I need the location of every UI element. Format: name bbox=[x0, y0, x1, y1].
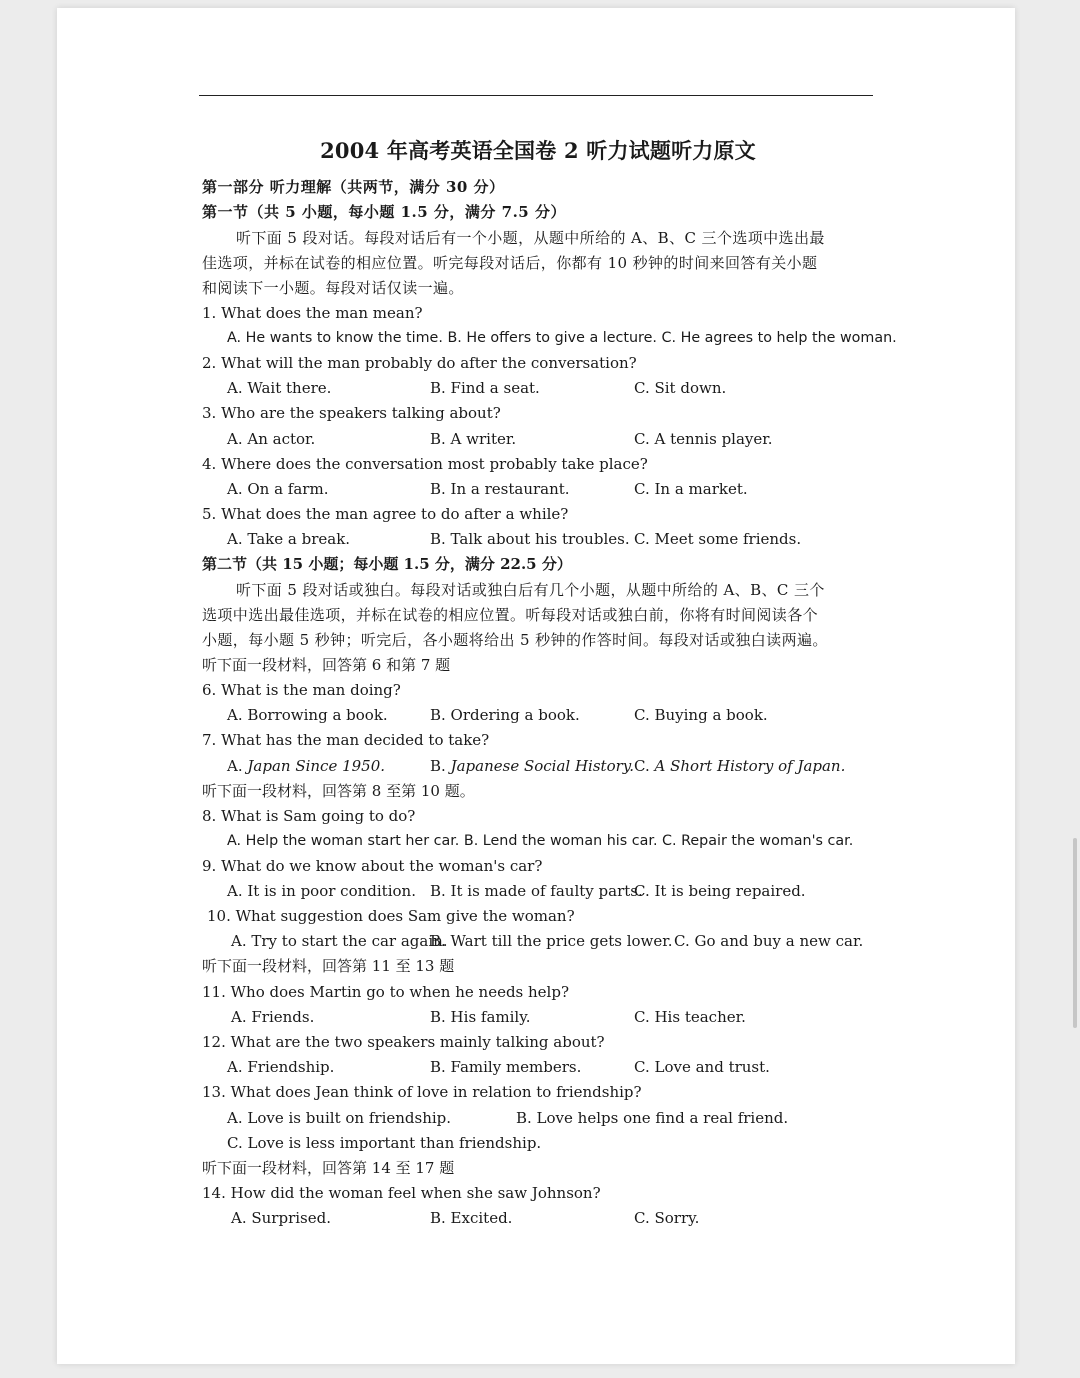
part1-heading: 第一部分 听力理解（共两节，满分 30 分） bbox=[202, 178, 505, 196]
question-11-option-a: A. Friends. bbox=[231, 1008, 315, 1026]
question-2: 2. What will the man probably do after the conversation? bbox=[202, 354, 637, 372]
section2-instructions-line-2: 选项中选出最佳选项，并标在试卷的相应位置。听每段对话或独白前，你将有时间阅读各个 bbox=[202, 606, 819, 624]
section1-instructions-line-3: 和阅读下一小题。每段对话仅读一遍。 bbox=[202, 279, 464, 297]
question-4: 4. Where does the conversation most probably take place? bbox=[202, 455, 648, 473]
question-11: 11. Who does Martin go to when he needs help? bbox=[202, 983, 570, 1001]
section2-instructions-line-1: 听下面 5 段对话或独白。每段对话或独白后有几个小题，从题中所给的 A、B、C 三个 bbox=[236, 581, 825, 599]
material-note-11-13: 听下面一段材料，回答第 11 至 13 题 bbox=[202, 957, 455, 975]
question-7-option-c-letter: C. bbox=[634, 757, 650, 775]
question-10-option-c: C. Go and buy a new car. bbox=[674, 932, 864, 950]
question-4-option-a: A. On a farm. bbox=[227, 480, 329, 498]
question-7-option-b-title: Japanese Social History. bbox=[450, 757, 635, 775]
question-9-option-a: A. It is in poor condition. bbox=[227, 882, 416, 900]
section2-instructions-line-3: 小题，每小题 5 秒钟；听完后，各小题将给出 5 秒钟的作答时间。每段对话或独白读两遍。 bbox=[202, 631, 828, 649]
question-2-option-c: C. Sit down. bbox=[634, 379, 727, 397]
question-13-option-b: B. Love helps one find a real friend. bbox=[516, 1109, 789, 1127]
question-7-option-b-letter: B. bbox=[430, 757, 446, 775]
question-4-option-b: B. In a restaurant. bbox=[430, 480, 570, 498]
question-14-option-a: A. Surprised. bbox=[231, 1209, 331, 1227]
question-5-option-b: B. Talk about his troubles. bbox=[430, 530, 630, 548]
question-13-option-a: A. Love is built on friendship. bbox=[227, 1109, 452, 1127]
question-2-option-a: A. Wait there. bbox=[227, 379, 332, 397]
question-14-option-c: C. Sorry. bbox=[634, 1209, 700, 1227]
question-7: 7. What has the man decided to take? bbox=[202, 731, 490, 749]
question-11-option-c: C. His teacher. bbox=[634, 1008, 746, 1026]
question-13: 13. What does Jean think of love in relation to friendship? bbox=[202, 1083, 642, 1101]
question-14: 14. How did the woman feel when she saw Johnson? bbox=[202, 1184, 601, 1202]
question-3-option-a: A. An actor. bbox=[227, 430, 316, 448]
vertical-scrollbar[interactable] bbox=[1073, 838, 1077, 1028]
question-1: 1. What does the man mean? bbox=[202, 304, 423, 322]
section1-instructions-line-2: 佳选项，并标在试卷的相应位置。听完每段对话后，你都有 10 秒钟的时间来回答有关小题 bbox=[202, 254, 818, 272]
question-5: 5. What does the man agree to do after a while? bbox=[202, 505, 569, 523]
question-10: 10. What suggestion does Sam give the woman? bbox=[207, 907, 575, 925]
section1-instructions-line-1: 听下面 5 段对话。每段对话后有一个小题，从题中所给的 A、B、C 三个选项中选出最 bbox=[236, 229, 825, 247]
question-5-option-c: C. Meet some friends. bbox=[634, 530, 802, 548]
document-page bbox=[57, 8, 1015, 1364]
question-6-option-b: B. Ordering a book. bbox=[430, 706, 580, 724]
question-10-option-b: B. Wart till the price gets lower. bbox=[430, 932, 673, 950]
question-8-options: A. Help the woman start her car. B. Lend the woman his car. C. Repair the woman's car. bbox=[227, 833, 854, 849]
question-12: 12. What are the two speakers mainly talking about? bbox=[202, 1033, 605, 1051]
question-9-option-c: C. It is being repaired. bbox=[634, 882, 806, 900]
question-9-option-b: B. It is made of faulty parts. bbox=[430, 882, 643, 900]
question-6-option-a: A. Borrowing a book. bbox=[227, 706, 388, 724]
header-rule bbox=[199, 95, 873, 96]
question-4-option-c: C. In a market. bbox=[634, 480, 748, 498]
question-13-option-c: C. Love is less important than friendship. bbox=[227, 1134, 542, 1152]
question-7-option-a-letter: A. bbox=[227, 757, 243, 775]
question-7-option-a bbox=[227, 756, 385, 776]
question-12-option-a: A. Friendship. bbox=[227, 1058, 335, 1076]
question-14-option-b: B. Excited. bbox=[430, 1209, 513, 1227]
question-9: 9. What do we know about the woman's car? bbox=[202, 857, 543, 875]
question-6-option-c: C. Buying a book. bbox=[634, 706, 768, 724]
question-8: 8. What is Sam going to do? bbox=[202, 807, 416, 825]
material-note-14-17: 听下面一段材料，回答第 14 至 17 题 bbox=[202, 1159, 455, 1177]
material-note-6-7: 听下面一段材料，回答第 6 和第 7 题 bbox=[202, 656, 451, 674]
question-10-option-a: A. Try to start the car again. bbox=[231, 932, 448, 950]
question-6: 6. What is the man doing? bbox=[202, 681, 401, 699]
question-1-options: A. He wants to know the time. B. He offers to give a lecture. C. He agrees to help the woman. bbox=[227, 330, 897, 346]
question-5-option-a: A. Take a break. bbox=[227, 530, 351, 548]
page-title: 2004 年高考英语全国卷 2 听力试题听力原文 bbox=[320, 138, 756, 163]
material-note-8-10: 听下面一段材料，回答第 8 至第 10 题。 bbox=[202, 782, 475, 800]
question-11-option-b: B. His family. bbox=[430, 1008, 531, 1026]
question-7-option-b bbox=[430, 756, 634, 776]
question-7-option-a-title: Japan Since 1950. bbox=[247, 757, 386, 775]
question-3: 3. Who are the speakers talking about? bbox=[202, 404, 501, 422]
question-7-option-c-title: A Short History of Japan. bbox=[654, 757, 846, 775]
question-3-option-c: C. A tennis player. bbox=[634, 430, 773, 448]
section2-heading: 第二节（共 15 小题；每小题 1.5 分，满分 22.5 分） bbox=[202, 555, 572, 573]
question-7-option-c bbox=[634, 756, 845, 776]
section1-heading: 第一节（共 5 小题，每小题 1.5 分，满分 7.5 分） bbox=[202, 203, 566, 221]
question-2-option-b: B. Find a seat. bbox=[430, 379, 540, 397]
question-12-option-c: C. Love and trust. bbox=[634, 1058, 770, 1076]
question-3-option-b: B. A writer. bbox=[430, 430, 517, 448]
question-12-option-b: B. Family members. bbox=[430, 1058, 582, 1076]
